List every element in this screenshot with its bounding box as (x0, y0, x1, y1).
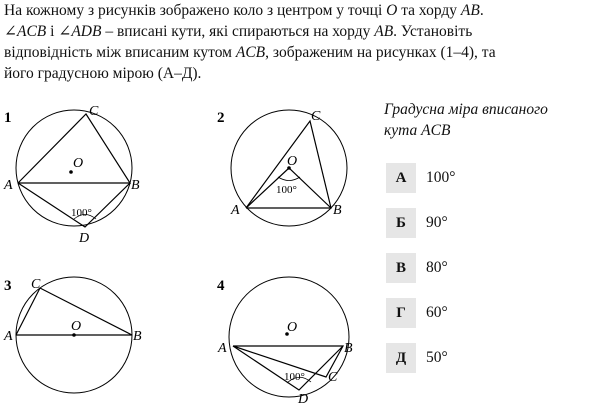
triangle-adb (18, 183, 130, 227)
options-title-line: кута ACB (384, 122, 451, 139)
angle-arc (278, 177, 300, 181)
figure-number: 4 (217, 278, 225, 294)
statement-text: і (46, 23, 59, 40)
label-c: C (89, 104, 99, 119)
statement-text: – вписані кути, які спираються на хорду (101, 23, 375, 40)
options-title-line: Градусна міра вписаного (384, 101, 548, 118)
option-value: 90° (426, 214, 448, 231)
option-letter: В (386, 253, 416, 283)
statement-var: ∠ACB (4, 23, 47, 40)
label-c: C (311, 109, 321, 124)
label-a: A (4, 178, 13, 193)
label-a: A (218, 341, 227, 356)
option-letter: Б (386, 208, 416, 238)
label-d: D (298, 392, 309, 407)
statement-text: На кожному з рисунків зображено коло з центром у точці (4, 2, 387, 19)
problem-statement (4, 0, 596, 84)
label-b: B (344, 341, 353, 356)
figure-2 (212, 100, 362, 250)
label-b: B (131, 178, 140, 193)
statement-text: , зображеним на рисунках (1–4), та (265, 44, 496, 61)
option-value: 60° (426, 304, 448, 321)
figure-4 (212, 270, 362, 407)
label-a: A (4, 329, 13, 344)
figure-3 (0, 270, 150, 407)
statement-text: його градусною мірою (А–Д). (4, 65, 202, 82)
figure-1 (0, 100, 150, 250)
option-letter: А (386, 163, 416, 193)
label-b: B (133, 329, 142, 344)
triangle-acb (18, 114, 130, 183)
option-letter: Г (386, 298, 416, 328)
label-a: A (231, 203, 240, 218)
angle-label: 100° (284, 371, 305, 383)
statement-var: ∠ADB (58, 23, 102, 40)
figure-number: 1 (4, 110, 12, 126)
angle-label: 100° (276, 184, 297, 196)
option-value: 100° (426, 169, 456, 186)
label-b: B (333, 203, 342, 218)
option-letter: Д (386, 343, 416, 373)
label-c: C (328, 370, 338, 385)
figure-number: 2 (217, 110, 225, 126)
statement-var: AB (374, 23, 394, 40)
statement-var: O (386, 2, 398, 19)
label-o: O (71, 319, 82, 334)
statement-text: . Установіть (393, 23, 473, 40)
label-o: O (287, 154, 298, 169)
statement-text: . (479, 2, 484, 19)
options-title (384, 99, 594, 141)
figure-number: 3 (4, 278, 12, 294)
statement-var: AB (460, 2, 480, 19)
angle-label: 100° (71, 207, 92, 219)
label-c: C (31, 277, 41, 292)
label-o: O (73, 156, 84, 171)
statement-text: та хорду (397, 2, 461, 19)
label-o: O (287, 320, 298, 335)
statement-var: ACB (235, 44, 266, 61)
option-value: 50° (426, 349, 448, 366)
label-d: D (79, 231, 90, 246)
statement-text: відповідність між вписаним кутом (4, 44, 236, 61)
option-value: 80° (426, 259, 448, 276)
